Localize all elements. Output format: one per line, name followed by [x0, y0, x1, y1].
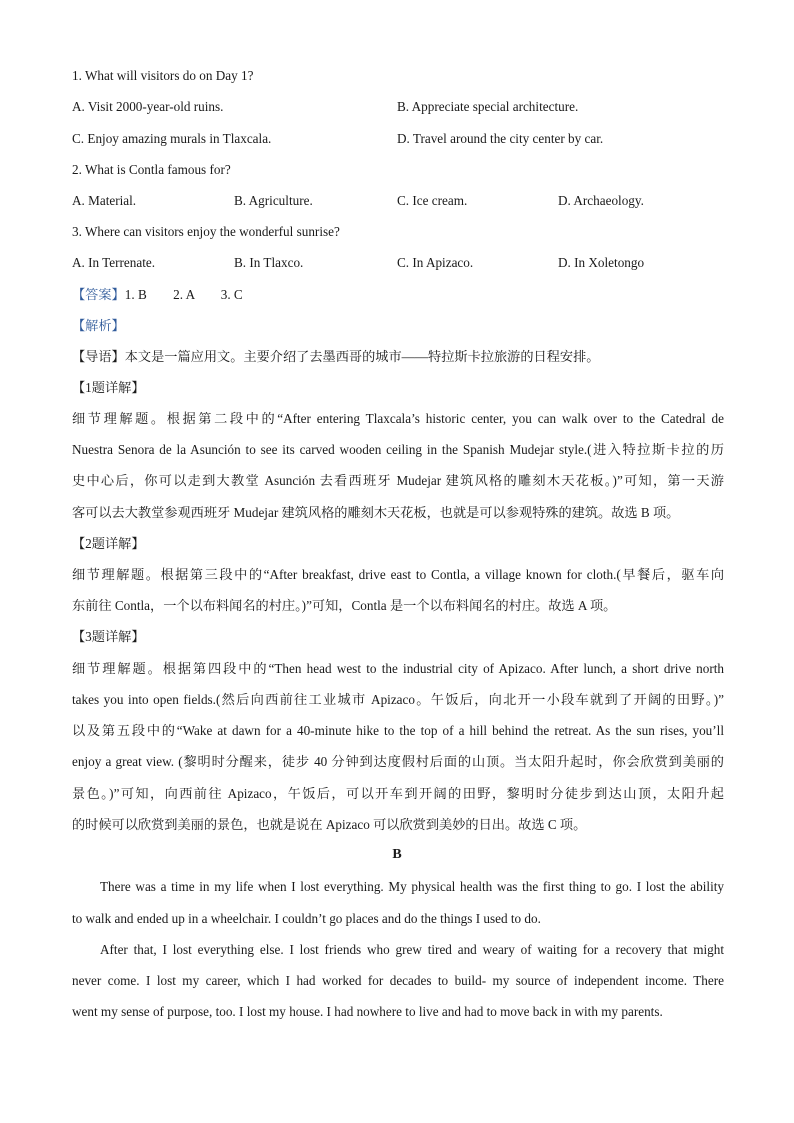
- detail-2-heading: 【2题详解】: [72, 536, 145, 551]
- detail-1-line: 客可以去大教堂参观西班牙 Mudejar 建筑风格的雕刻木天花板，也就是可以参观特殊的建筑。故选 B 项。: [72, 505, 680, 520]
- question-1-option-a: A. Visit 2000-year-old ruins.: [72, 99, 224, 114]
- detail-2-line: 细节理解题。根据第三段中的“After breakfast, drive east to Contla, a village known for cloth.(早餐后，驱车向: [72, 567, 724, 582]
- analysis-label: 【解析】: [72, 318, 125, 333]
- question-2-option-b: B. Agriculture.: [234, 193, 313, 208]
- detail-3-line: 景色。)”可知，向西前往 Apizaco，午饭后，可以开车到开阔的田野，黎明时分徒步到达山顶，太阳升起: [72, 786, 724, 801]
- answer-line: [72, 286, 724, 304]
- question-1-stem: 1. What will visitors do on Day 1?: [72, 68, 254, 83]
- question-2-stem: 2. What is Contla famous for?: [72, 162, 231, 177]
- question-1-option-d: D. Travel around the city center by car.: [397, 131, 604, 146]
- question-1-option-b: B. Appreciate special architecture.: [397, 99, 579, 114]
- detail-1-line: Nuestra Senora de la Asunción to see its carved wooden ceiling in the Spanish Mudejar style.(进入特拉斯卡拉的历: [72, 442, 724, 457]
- question-3-option-c: C. In Apizaco.: [397, 255, 474, 270]
- detail-3-line: 以及第五段中的“Wake at dawn for a 40-minute hike to the top of a hill behind the retreat. As the sun rises, you’ll: [72, 723, 724, 738]
- detail-3-line: 细节理解题。根据第四段中的“Then head west to the industrial city of Apizaco. After lunch, a short drive north: [72, 661, 724, 676]
- passage-line: to walk and ended up in a wheelchair. I couldn’t go places and do the things I used to do.: [72, 911, 541, 926]
- question-2-option-c: C. Ice cream.: [397, 193, 468, 208]
- detail-3-heading: 【3题详解】: [72, 629, 145, 644]
- detail-3-line: enjoy a great view. (黎明时分醒来，徒步 40 分钟到达度假村后面的山顶。当太阳升起时，你会欣赏到美丽的: [72, 754, 724, 769]
- detail-1-heading: 【1题详解】: [72, 380, 145, 395]
- detail-2-line: 东前往 Contla，一个以布料闻名的村庄。)”可知，Contla 是一个以布料闻名的村庄。故选 A 项。: [72, 598, 617, 613]
- detail-1-line: 史中心后，你可以走到大教堂 Asunción 去看西班牙 Mudejar 建筑风格的雕刻木天花板。)”可知，第一天游: [72, 473, 724, 488]
- answer-label: 【答案】: [72, 287, 125, 302]
- detail-1-line: 细节理解题。根据第二段中的“After entering Tlaxcala’s historic center, you can walk over to the Catedral de: [72, 411, 724, 426]
- answer-text: 1. B 2. A 3. C: [124, 287, 243, 302]
- passage-line: went my sense of purpose, too. I lost my house. I had nowhere to live and had to move back in with my parents.: [72, 1004, 663, 1019]
- question-3-option-b: B. In Tlaxco.: [234, 255, 304, 270]
- guide-text: 【导语】本文是一篇应用文。主要介绍了去墨西哥的城市——特拉斯卡拉旅游的日程安排。: [72, 349, 600, 364]
- question-1-option-c: C. Enjoy amazing murals in Tlaxcala.: [72, 131, 272, 146]
- question-2-option-d: D. Archaeology.: [558, 193, 644, 208]
- section-b-title: B: [392, 847, 402, 862]
- passage-line: After that, I lost everything else. I lost friends who grew tired and weary of waiting for a recovery that might: [100, 942, 724, 957]
- question-2-option-a: A. Material.: [72, 193, 137, 208]
- passage-line: There was a time in my life when I lost everything. My physical health was the first thing to go. I lost the ability: [100, 879, 724, 894]
- question-3-option-d: D. In Xoletongo: [558, 255, 645, 270]
- detail-3-line: 的时候可以欣赏到美丽的景色，也就是说在 Apizaco 可以欣赏到美妙的日出。故选 C 项。: [72, 817, 587, 832]
- detail-3-line: takes you into open fields.(然后向西前往工业城市 Apizaco。午饭后，向北开一小段车就到了开阔的田野。)”: [72, 692, 724, 707]
- question-3-option-a: A. In Terrenate.: [72, 255, 156, 270]
- passage-line: never come. I lost my career, which I had worked for decades to build- my source of independent income. There: [72, 973, 724, 988]
- question-3-stem: 3. Where can visitors enjoy the wonderful sunrise?: [72, 224, 340, 239]
